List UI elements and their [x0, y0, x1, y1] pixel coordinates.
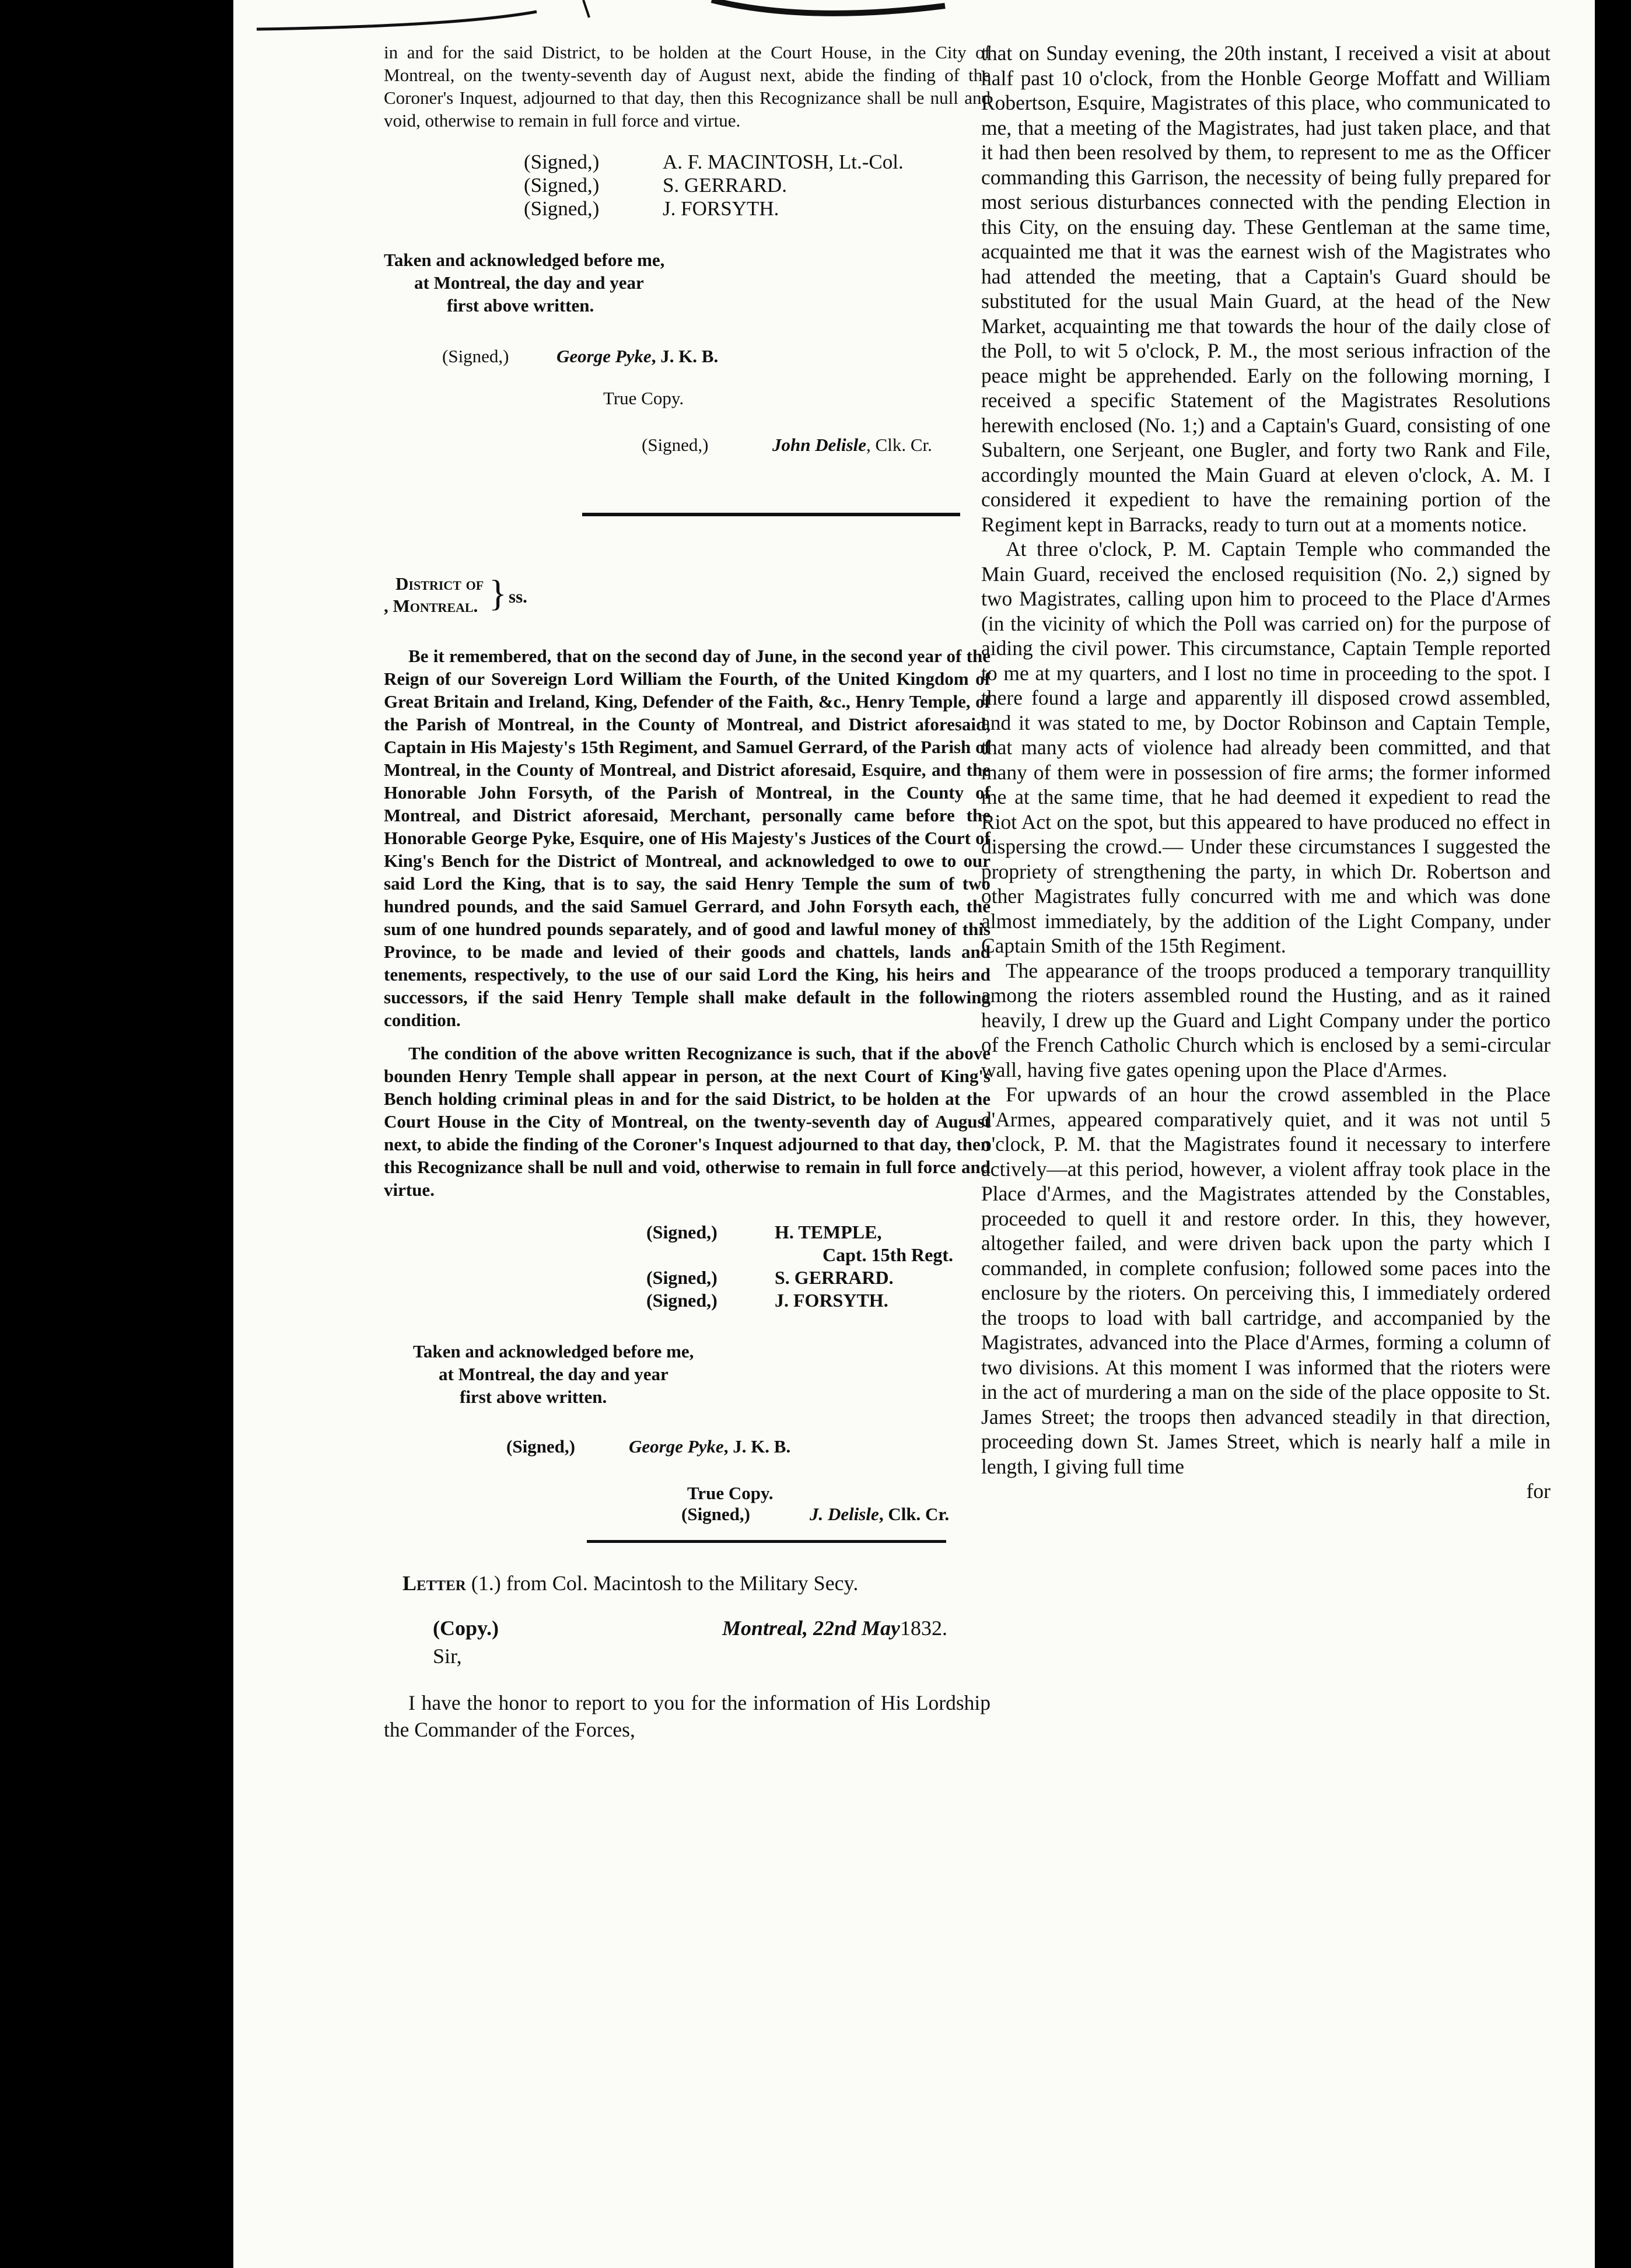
recognizance-2-body: Be it remembered, that on the second day of June, in the second year of the Reign of our Sovereign Lord William the Fourth, of the United Kingdom of Great Britain and Ireland, King, Defender of the Faith, &c., Henry Temple, of the Parish of Montreal, in the County of Montreal, and District aforesaid, Captain in His Majesty's 15th Regiment, and Samuel Gerrard, of the Parish of Montreal, in the County of Montreal, and District aforesaid, Esquire, and the Honorable John Forsyth, of the Parish of Montreal, in the County of Montreal, and District aforesaid, Merchant, personally came before the Honorable George Pyke, Esquire, one of His Majesty's Justices of the Court of King's Bench for the District of Montreal, and acknowledged to owe to our said Lord the King, that is to say, the said Henry Temple the sum of two hundred pounds, and the said Samuel Gerrard, and John Forsyth each, the sum of one hundred pounds separately, and of good and lawful money of this Province, to be made and levied of their goods and chattels, lands and tenements, respectively, to the use of our said Lord the King, his heirs and successors, if the said Henry Temple shall make default in the following condition. — [384, 646, 991, 1030]
recognizance-2-true-copy — [384, 1482, 991, 1503]
judge-name: George Pyke — [629, 1436, 724, 1457]
signer-name: S. GERRARD. — [663, 174, 787, 197]
recognizance-1-true-copy — [384, 387, 991, 411]
signed-label: (Signed,) — [524, 150, 600, 173]
signer-name: A. F. MACINTOSH, Lt.-Col. — [663, 150, 904, 173]
clerk-title: , Clk. Cr. — [878, 1504, 950, 1524]
signer-name: S. GERRARD. — [775, 1267, 894, 1288]
district-name: Montreal. — [393, 596, 478, 616]
letter-paragraph-2: At three o'clock, P. M. Captain Temple who commanded the Main Guard, received the enclosed requisition (No. 2,) signed by two Magistrates, calling upon him to proceed to the Place d'Armes (in the vicinity of which the Poll was carried on) for the purpose of aiding the civil power. This circumstance, Captain Temple reported to me at my quarters, and I lost no time in proceeding to the spot. I there found a large and apparently ill disposed crowd assembled, and it was stated to me, by Doctor Robinson and Captain Temple, that many acts of violence had already been committed, and that many of them were in possession of fire arms; the former informed me at the same time, that he had deemed it expedient to read the Riot Act on the spot, but this appeared to have produced no effect in dispersing the crowd.— Under these circumstances I suggested the propriety of strengthening the party, in which Dr. Robertson and other Magistrates fully concurred with me and which was done almost immediately, by the addition of the Light Company, under Captain Smith of the 15th Regiment. — [981, 537, 1550, 957]
copy-label: (Copy.) — [433, 1616, 499, 1640]
letter-heading — [384, 1572, 991, 1595]
signature-row — [384, 1244, 991, 1266]
letter-salutation: Sir, — [433, 1644, 462, 1668]
signed-label: (Signed,) — [524, 174, 600, 197]
letter-dateline — [384, 1617, 991, 1645]
district-caption — [384, 572, 991, 619]
letter-place-date: Montreal, 22nd May — [722, 1616, 901, 1640]
taken-line: Taken and acknowledged before me, — [413, 1341, 694, 1362]
signed-label: (Signed,) — [642, 435, 709, 455]
catchword: for — [1526, 1479, 1550, 1503]
clerk-title: , Clk. Cr. — [866, 435, 932, 455]
judge-title: , J. K. B. — [723, 1436, 791, 1457]
brace-glyph: } — [489, 572, 507, 614]
true-copy-label: True Copy. — [687, 1483, 774, 1503]
recognizance-2-condition: The condition of the above written Recognizance is such, that if the above bounden Henry Temple shall appear in person, at the next Court of King's Bench holding criminal pleas in and for the said District, to be holden at the Court House in the City of Montreal, on the twenty-seventh day of August next, to abide the finding of the Coroner's Inquest adjourned to that day, then this Recognizance shall be null and void, otherwise to remain in full force and virtue. — [384, 1043, 991, 1200]
letter-paragraph-1: that on Sunday evening, the 20th instant, I received a visit at about half past 10 o'clock, from the Honble George Moffatt and William Robertson, Esquire, Magistrates of this place, who communicated to me, that a meeting of the Magistrates, had just taken place, and that it had then been resolved by them, to represent to me as the Officer commanding this Garrison, the necessity of being fully prepared for most serious disturbances connected with the pending Election in this City, on the ensuing day. These Gentleman at the same time, acquainted me that it was the earnest wish of the Magistrates who had attended the meeting, that a Captain's Guard should be substituted for the usual Main Guard, at the head of the New Market, acquainting me that towards the hour of the daily close of the Poll, to wit 5 o'clock, P. M., the most serious infraction of the peace might be apprehended. Early on the following morning, I received a specific Statement of the Magistrates Resolutions herewith enclosed (No. 1;) and a Captain's Guard, consisting of one Subaltern, one Serjeant, one Bugler, and forty two Rank and File, accordingly mounted the Main Guard at eleven o'clock, A. M. I considered it expedient to have the remaining portion of the Regiment kept in Barracks, ready to turn out at a moments notice. — [981, 41, 1550, 536]
district-line-2: , Montreal. — [384, 596, 478, 616]
recognizance-1-signatures — [384, 150, 991, 220]
true-copy-label: True Copy. — [603, 388, 684, 408]
signed-label: (Signed,) — [442, 346, 509, 366]
recognizance-2-signatures — [384, 1221, 991, 1312]
judge-title: , J. K. B. — [651, 346, 719, 366]
signer-name: J. FORSYTH. — [775, 1290, 888, 1311]
signature-row — [384, 174, 991, 197]
signed-label: (Signed,) — [646, 1267, 718, 1288]
recognizance-1-tail: in and for the said District, to be holden at the Court House, in the City of Montreal, on the twenty-seventh day of August next, abide the finding of the Coroner's Inquest, adjourned to that day, then this Recognizance shall be null and void, otherwise to remain in full force and virtue. — [384, 42, 991, 131]
signature-row — [384, 1266, 991, 1289]
letter-paragraph-4: For upwards of an hour the crowd assembled in the Place d'Armes, appeared comparatively quiet, and it was not until 5 o'clock, P. M. that the Magistrates found it necessary to interfere actively—at this period, however, a violent affray took place in the Place d'Armes, and the Magistrates attended by the Constables, proceeded to quell it and restore order. In this, they however, altogether failed, and were driven back upon the party which I commanded, in complete confusion; followed some paces into the enclosure by the rioters. On perceiving this, I immediately ordered the troops to load with ball cartridge, and accompanied by the Magistrates, advanced into the Place d'Armes, forming a column of two divisions. At this moment I was informed that the rioters were in the act of murdering a man on the side of the place opposite to St. James Street; the troops then advanced steadily in that direction, proceeding down St. James Street, which is nearly half a mile in length, I giving full time — [981, 1083, 1550, 1478]
letter-paragraph-3: The appearance of the troops produced a temporary tranquillity among the rioters assembled round the Husting, and as it rained heavily, I drew up the Guard and Light Company under the portico of the French Catholic Church which is enclosed by a semi-circular wall, having five gates opening upon the Place d'Armes. — [981, 958, 1550, 1082]
signer-name: J. FORSYTH. — [663, 197, 779, 220]
recognizance-2-taken-before — [384, 1340, 991, 1408]
signer-rank: Capt. 15th Regt. — [822, 1244, 953, 1265]
recognizance-2-clerk-signature — [384, 1503, 991, 1526]
district-label: District of — [396, 573, 484, 594]
taken-line: first above written. — [447, 295, 594, 316]
right-column — [981, 41, 1550, 1504]
left-column — [384, 41, 991, 1743]
recognizance-2-judge-signature — [384, 1435, 991, 1460]
judge-name: George Pyke — [556, 346, 652, 366]
letter-heading-smallcaps: Letter — [402, 1572, 466, 1595]
taken-line: first above written. — [460, 1387, 607, 1407]
taken-line: at Montreal, the day and year — [414, 272, 644, 293]
letter-year: 1832. — [900, 1616, 948, 1640]
ss-mark: ss. — [509, 586, 527, 607]
page-top-scan-mark — [233, 0, 1595, 35]
signer-name: H. TEMPLE, — [775, 1222, 882, 1242]
letter-heading-text: (1.) from Col. Macintosh to the Military Secy. — [466, 1572, 859, 1595]
signature-row — [384, 1221, 991, 1244]
signature-row — [384, 150, 991, 174]
signed-label: (Signed,) — [646, 1290, 718, 1311]
signature-row — [384, 1289, 991, 1312]
signature-row — [384, 197, 991, 220]
document-page — [233, 0, 1595, 2268]
taken-line: Taken and acknowledged before me, — [384, 250, 665, 270]
signed-label: (Signed,) — [506, 1436, 575, 1457]
signed-label: (Signed,) — [646, 1222, 718, 1242]
recognizance-1-judge-signature — [384, 345, 991, 369]
letter-salutation-row — [384, 1645, 991, 1673]
taken-line: at Montreal, the day and year — [439, 1364, 668, 1384]
signed-label: (Signed,) — [524, 197, 600, 220]
recognizance-1-clerk-signature — [384, 433, 991, 458]
clerk-name: J. Delisle — [810, 1504, 879, 1524]
recognizance-1-taken-before — [384, 249, 991, 317]
clerk-name: John Delisle — [772, 435, 867, 455]
signed-label: (Signed,) — [681, 1504, 750, 1524]
letter-opening: I have the honor to report to you for the information of His Lordship the Commander of the Forces, — [384, 1691, 991, 1741]
